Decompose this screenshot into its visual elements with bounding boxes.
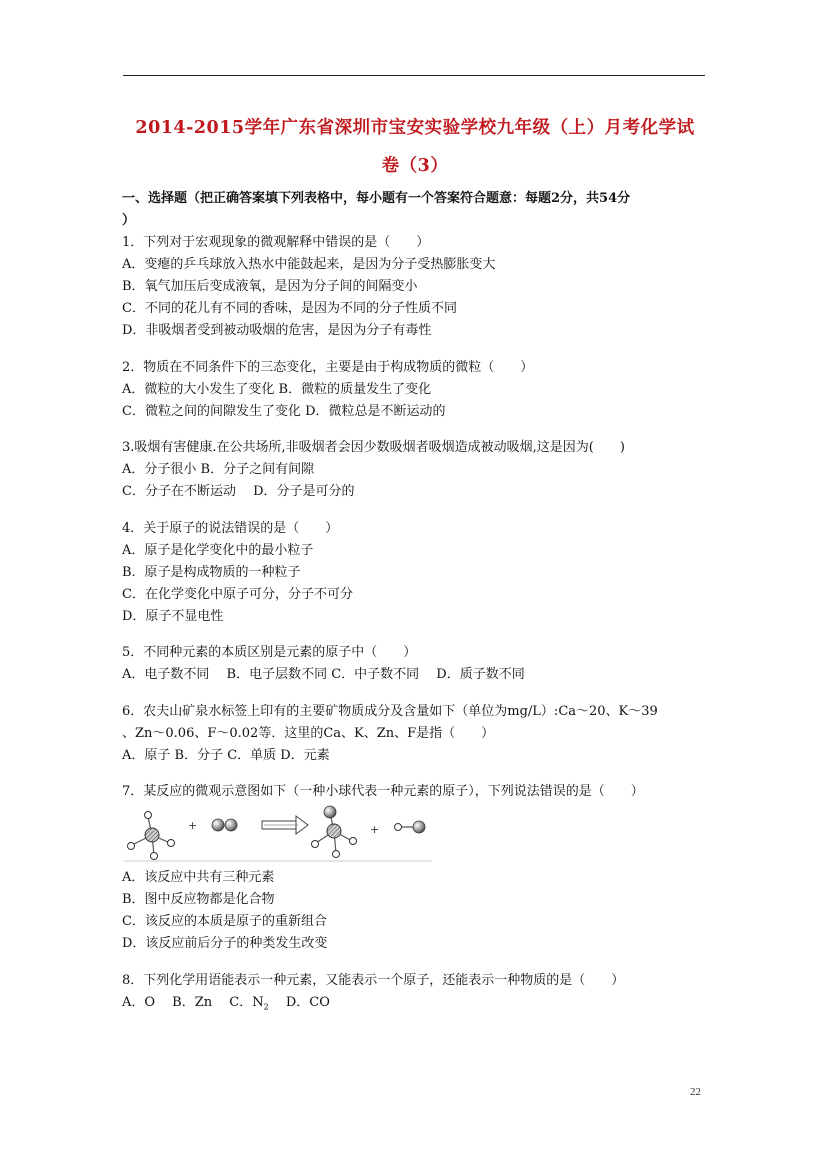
option-cd: C．分子在不断运动 D．分子是可分的 [122,484,355,499]
question-stem-cont: 、Zn～0.06、F～0.02等．这里的Ca、K、Zn、F是指（ ） [122,725,495,741]
product-molecule-2 [395,821,426,833]
exam-content [122,188,712,1014]
question-2 [122,357,712,423]
subscript-2: 2 [263,1002,269,1012]
reactant-molecule-2 [212,819,237,831]
option-d: D．该反应前后分子的种类发生改变 [122,936,328,951]
option-ab: A．分子很小 B．分子之间有间隙 [122,462,315,477]
option-d: D．非吸烟者受到被动吸烟的危害，是因为分子有毒性 [122,323,432,338]
section-heading: 一、选择题（把正确答案填下列表格中，每小题有一个答案符合题意：每题2分，共54分 [122,191,631,206]
question-6 [122,701,712,767]
option-d: D．原子不显电性 [122,608,224,624]
options-abcd: A．电子数不同 B．电子层数不同 C．中子数不同 D．质子数不同 [122,667,525,682]
option-a: A．该反应中共有三种元素 [122,870,275,885]
section-heading-cont: ） [122,213,136,228]
page-title-line2: 卷（3） [381,156,449,176]
question-5 [122,642,712,686]
question-4 [122,518,712,628]
option-a: A．变瘪的乒乓球放入热水中能鼓起来，是因为分子受热膨胀变大 [122,257,496,272]
option-c: C．该反应的本质是原子的重新组合 [122,914,327,929]
plus-sign-1: + [188,819,198,832]
options-abcd: A．原子 B．分子 C．单质 D．元素 [122,747,330,763]
question-stem: 6．农夫山矿泉水标签上印有的主要矿物质成分及含量如下（单位为mg/L）:Ca～20、K～39 [122,703,658,719]
page-title-line1: 2014-2015学年广东省深圳市宝安实验学校九年级（上）月考化学试 [135,118,695,138]
options-abc: A．O B．Zn C．N [122,994,264,1010]
option-b: B．原子是构成物质的一种粒子 [122,564,301,580]
question-stem: 5．不同种元素的本质区别是元素的原子中（ ） [122,645,417,660]
reaction-arrow-icon [262,816,308,834]
reaction-diagram [124,805,434,863]
reaction-diagram-svg [124,805,434,863]
question-7 [122,781,712,955]
option-a: A．原子是化学变化中的最小粒子 [122,542,314,558]
reactant-molecule-1 [128,812,175,860]
option-cd: C．微粒之间的间隙发生了变化 D．微粒总是不断运动的 [122,403,446,419]
plus-sign-2: + [370,823,380,836]
question-stem: 4．关于原子的说法错误的是（ ） [122,520,339,536]
question-stem: 2．物质在不同条件下的三态变化，主要是由于构成物质的微粒（ ） [122,359,534,375]
option-c: C．不同的花儿有不同的香味，是因为不同的分子性质不同 [122,301,457,316]
question-1 [122,232,712,342]
page-number: 22 [690,1086,701,1098]
question-3 [122,437,712,503]
product-molecule-1 [312,806,357,858]
question-stem: 8．下列化学用语能表示一种元素，又能表示一个原子，还能表示一种物质的是（ ） [122,972,625,988]
options-abcd [122,992,712,1014]
question-stem: 1．下列对于宏观现象的微观解释中错误的是（ ） [122,235,430,250]
question-stem: 3.吸烟有害健康.在公共场所,非吸烟者会因少数吸烟者吸烟造成被动吸烟,这是因为( ) [122,440,625,455]
option-d: D．CO [268,994,330,1010]
option-c: C．在化学变化中原子可分，分子不可分 [122,586,353,602]
option-b: B．氧气加压后变成液氧，是因为分子间的间隔变小 [122,279,418,294]
option-b: B．图中反应物都是化合物 [122,892,275,907]
question-stem: 7．某反应的微观示意图如下（一种小球代表一种元素的原子），下列说法错误的是（ ） [122,784,644,799]
header-rule [123,75,705,76]
question-8 [122,970,712,1014]
option-ab: A．微粒的大小发生了变化 B．微粒的质量发生了变化 [122,381,432,397]
